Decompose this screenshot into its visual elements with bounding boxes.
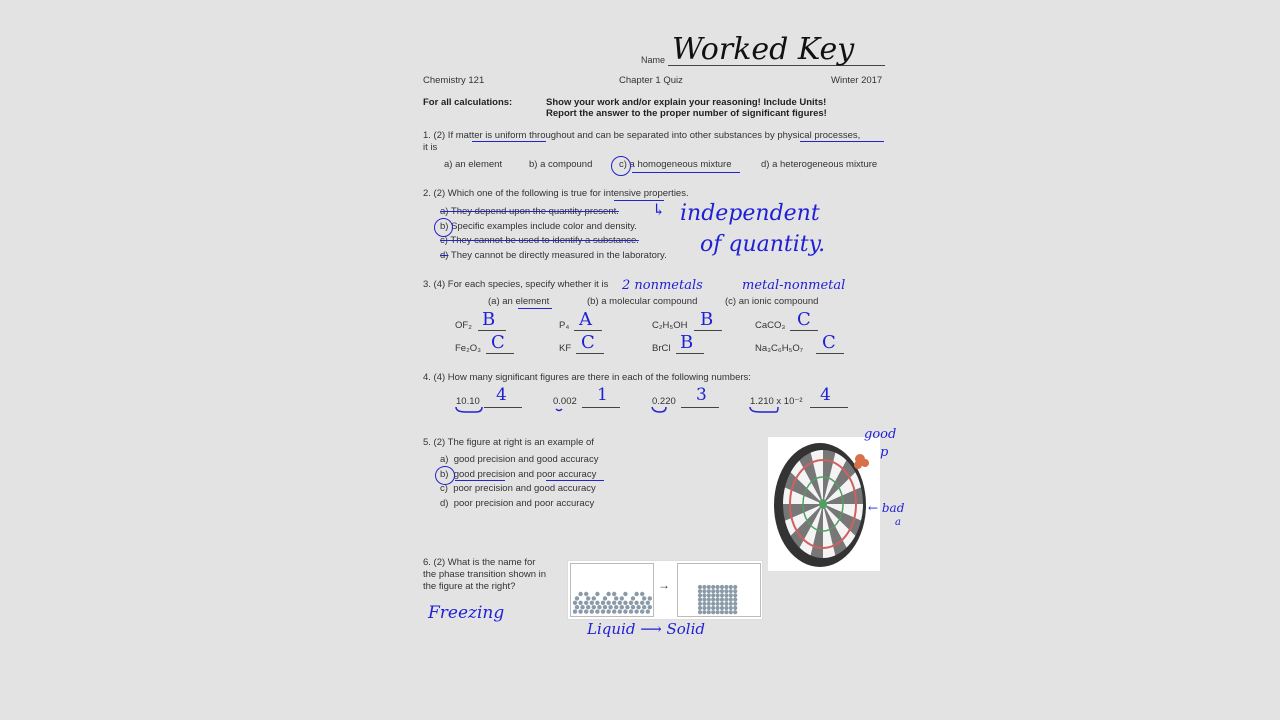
species-answer: C	[822, 332, 836, 353]
species-formula: OF₂	[455, 320, 472, 331]
note-a: a	[895, 517, 901, 528]
particle	[698, 589, 702, 593]
particle	[601, 609, 605, 613]
option-text: good precision and poor accuracy	[453, 469, 597, 480]
particle	[716, 602, 720, 606]
sigfig-answer: 4	[496, 385, 507, 405]
particle	[642, 605, 646, 609]
option-letter: c)	[440, 483, 448, 494]
particle	[646, 609, 650, 613]
q2-option-d	[440, 250, 667, 262]
note-metal-nonmetal: metal-nonmetal	[742, 278, 846, 293]
particle	[640, 601, 644, 605]
option-letter: a)	[440, 206, 449, 217]
note-liquid-solid: Liquid ⟶ Solid	[587, 620, 705, 638]
particle	[612, 609, 616, 613]
category-b: (b) a molecular compound	[587, 296, 698, 307]
particle	[606, 592, 610, 596]
particle	[733, 602, 737, 606]
q1-option-c: c) a homogeneous mixture	[619, 159, 732, 170]
particle	[623, 592, 627, 596]
note-independent: independent	[680, 201, 820, 226]
species-formula: P₄	[559, 320, 570, 331]
term: Winter 2017	[831, 75, 883, 86]
particle	[702, 602, 706, 606]
particle	[711, 606, 715, 610]
particle	[575, 596, 579, 600]
option-text: Specific examples include color and density.	[451, 221, 637, 232]
particle	[612, 592, 616, 596]
particle	[634, 601, 638, 605]
particle	[724, 602, 728, 606]
particle	[592, 596, 596, 600]
particle	[606, 609, 610, 613]
particle	[707, 593, 711, 597]
particle	[707, 610, 711, 614]
note-p: p	[880, 445, 889, 460]
particle	[716, 589, 720, 593]
q2-prompt: 2. (2) Which one of the following is true for intensive properties.	[423, 188, 689, 199]
particle	[729, 606, 733, 610]
species-answer: B	[680, 332, 694, 353]
option-letter: b)	[440, 221, 449, 232]
q1-option-b: b) a compound	[529, 159, 593, 170]
q2-option-c	[440, 235, 639, 247]
option-text: They depend upon the quantity present.	[450, 206, 619, 217]
particle	[698, 598, 702, 602]
particle	[631, 596, 635, 600]
name-label: Name	[641, 55, 666, 65]
particle	[595, 592, 599, 596]
particle	[724, 589, 728, 593]
calc-label: For all calculations:	[423, 97, 513, 108]
particle	[698, 610, 702, 614]
ink-underline	[632, 172, 740, 173]
particle	[629, 609, 633, 613]
option-letter: d)	[440, 498, 449, 509]
particle	[601, 601, 605, 605]
particle	[698, 602, 702, 606]
particle	[603, 596, 607, 600]
particle	[720, 606, 724, 610]
particle	[642, 596, 646, 600]
particle	[733, 598, 737, 602]
particle	[586, 596, 590, 600]
instruction-2: Report the answer to the proper number of significant figures!	[546, 108, 827, 119]
liquid-panel	[570, 563, 654, 617]
sigfig-number: 1.210 x 10⁻²	[750, 396, 803, 407]
q2-option-b	[440, 221, 637, 233]
species-formula: Fe₂O₃	[455, 343, 482, 354]
particle	[711, 610, 715, 614]
dartboard-figure	[768, 437, 880, 571]
particle	[636, 605, 640, 609]
particle	[716, 606, 720, 610]
particle	[702, 606, 706, 610]
particle	[729, 610, 733, 614]
species-answer: B	[700, 309, 714, 330]
particle	[707, 589, 711, 593]
q5-prompt: 5. (2) The figure at right is an example of	[423, 437, 594, 448]
particle	[614, 596, 618, 600]
particle	[707, 606, 711, 610]
ink-brackets	[450, 405, 850, 417]
solid-particles	[678, 564, 760, 616]
q6-prompt-line: the phase transition shown in	[423, 569, 547, 580]
ink-underline	[518, 308, 552, 309]
particle	[618, 609, 622, 613]
particle	[711, 602, 715, 606]
answer-circle	[611, 156, 631, 176]
sigfig-number: 10.10	[456, 396, 480, 407]
particle	[597, 605, 601, 609]
note-good: good	[864, 427, 897, 442]
particle	[646, 601, 650, 605]
sigfig-number: 0.220	[652, 396, 676, 407]
particle	[595, 609, 599, 613]
transition-arrow: →	[658, 578, 670, 592]
species-answer: A	[579, 309, 592, 330]
particle	[620, 605, 624, 609]
particle	[724, 610, 728, 614]
species-formula: CaCO₃	[755, 320, 786, 331]
particle	[584, 609, 588, 613]
dartboard-image	[768, 437, 880, 571]
particle	[590, 609, 594, 613]
particle	[623, 601, 627, 605]
q4-prompt: 4. (4) How many significant figures are there in each of the following numbers:	[423, 372, 751, 383]
particle	[573, 609, 577, 613]
q1-text: 1. (2) If matter is	[423, 130, 495, 141]
quiz-title: Chapter 1 Quiz	[619, 75, 683, 86]
q5-option-c	[440, 483, 596, 495]
option-letter: b)	[440, 469, 449, 480]
particle	[640, 609, 644, 613]
q1-underlined-1: uniform throughout	[494, 130, 575, 141]
option-text: good precision and good accuracy	[453, 454, 599, 465]
q6-answer: Freezing	[428, 603, 505, 623]
particle	[729, 602, 733, 606]
particle	[720, 610, 724, 614]
particle	[648, 605, 652, 609]
particle	[640, 592, 644, 596]
instruction-1: Show your work and/or explain your reasoning! Include Units!	[546, 97, 827, 108]
sigfig-answer: 4	[820, 385, 831, 405]
option-letter: a)	[440, 454, 449, 465]
particle	[716, 585, 720, 589]
particle	[720, 589, 724, 593]
particle	[578, 609, 582, 613]
solid-panel	[677, 563, 761, 617]
particle	[716, 598, 720, 602]
particle	[702, 593, 706, 597]
particle	[720, 585, 724, 589]
particle	[584, 592, 588, 596]
q2-option-a	[440, 206, 619, 218]
particle	[733, 610, 737, 614]
particle	[584, 601, 588, 605]
particle	[711, 598, 715, 602]
particle	[595, 601, 599, 605]
particle	[608, 605, 612, 609]
particle	[590, 601, 594, 605]
particle	[698, 593, 702, 597]
particle	[623, 609, 627, 613]
particle	[634, 609, 638, 613]
particle	[729, 585, 733, 589]
species-answer: C	[797, 309, 811, 330]
sigfig-answer: 1	[597, 385, 608, 405]
particle	[631, 605, 635, 609]
q3-prompt: 3. (4) For each species, specify whether it is	[423, 279, 609, 290]
species-answer: C	[581, 332, 595, 353]
particle	[707, 598, 711, 602]
q1-text: ,	[857, 130, 861, 141]
particle	[702, 589, 706, 593]
particle	[724, 593, 728, 597]
particle	[729, 598, 733, 602]
particle	[625, 605, 629, 609]
category-a: (a) an element	[488, 296, 550, 307]
particle	[716, 593, 720, 597]
particle	[711, 589, 715, 593]
particle	[618, 601, 622, 605]
note-of-quantity: of quantity.	[700, 232, 826, 257]
particle	[573, 601, 577, 605]
particle	[724, 606, 728, 610]
particle	[720, 598, 724, 602]
note-bad: ← bad	[868, 501, 905, 515]
sigfig-number: 0.002	[553, 396, 577, 407]
option-letter: d)	[440, 250, 449, 261]
particle	[592, 605, 596, 609]
particle	[733, 593, 737, 597]
particle	[580, 605, 584, 609]
particle	[733, 589, 737, 593]
note-nonmetals: 2 nonmetals	[622, 278, 703, 293]
particle	[698, 585, 702, 589]
particle	[578, 601, 582, 605]
particle	[720, 593, 724, 597]
course-name: Chemistry 121	[423, 75, 485, 86]
particle	[698, 606, 702, 610]
option-text: poor precision and poor accuracy	[453, 498, 595, 509]
particle	[612, 601, 616, 605]
species-answer: B	[482, 309, 496, 330]
species-formula: KF	[559, 343, 572, 354]
particle	[702, 610, 706, 614]
particle	[724, 585, 728, 589]
phase-figure	[567, 560, 763, 620]
species-formula: BrCl	[652, 343, 671, 354]
option-text: They cannot be directly measured in the laboratory.	[450, 250, 667, 261]
particle	[634, 592, 638, 596]
option-text: They cannot be used to identify a substance.	[450, 235, 639, 246]
q5-option-a	[440, 454, 598, 466]
ink-arrow: ↳	[652, 200, 666, 219]
particle	[707, 585, 711, 589]
option-letter: c)	[440, 235, 448, 246]
dart-icons	[854, 454, 869, 469]
particle	[603, 605, 607, 609]
particle	[711, 593, 715, 597]
ink-underline	[546, 480, 604, 481]
name-handwritten: Worked Key	[672, 32, 855, 67]
species-formula: Na₃C₆H₅O₇	[755, 343, 804, 354]
particle	[733, 585, 737, 589]
ink-underline	[472, 141, 546, 142]
ink-underline	[800, 141, 884, 142]
particle	[711, 585, 715, 589]
liquid-particles	[571, 564, 653, 616]
species-answer: C	[491, 332, 505, 353]
sigfig-answer: 3	[696, 385, 707, 405]
option-text: poor precision and good accuracy	[453, 483, 596, 494]
q1-underlined-2: physical processes	[777, 130, 858, 141]
ink-underline	[455, 480, 505, 481]
particle	[702, 598, 706, 602]
particle	[720, 602, 724, 606]
particle	[733, 606, 737, 610]
particle	[707, 602, 711, 606]
particle	[586, 605, 590, 609]
q6-prompt-line: the figure at the right?	[423, 581, 516, 592]
q1-option-a: a) an element	[444, 159, 503, 170]
particle	[716, 610, 720, 614]
particle	[575, 605, 579, 609]
particle	[729, 589, 733, 593]
particle	[606, 601, 610, 605]
particle	[724, 598, 728, 602]
particle	[578, 592, 582, 596]
particle	[629, 601, 633, 605]
category-c: (c) an ionic compound	[725, 296, 819, 307]
species-formula: C₂H₅OH	[652, 320, 688, 331]
particle	[648, 596, 652, 600]
q5-option-d	[440, 498, 594, 510]
q1-option-d: d) a heterogeneous mixture	[761, 159, 878, 170]
q1-text: and can be separated into other substances by	[574, 130, 778, 141]
q1-prompt-line2: it is	[423, 142, 438, 153]
particle	[702, 585, 706, 589]
particle	[729, 593, 733, 597]
particle	[614, 605, 618, 609]
particle	[620, 596, 624, 600]
q6-prompt-line: 6. (2) What is the name for	[423, 557, 536, 568]
